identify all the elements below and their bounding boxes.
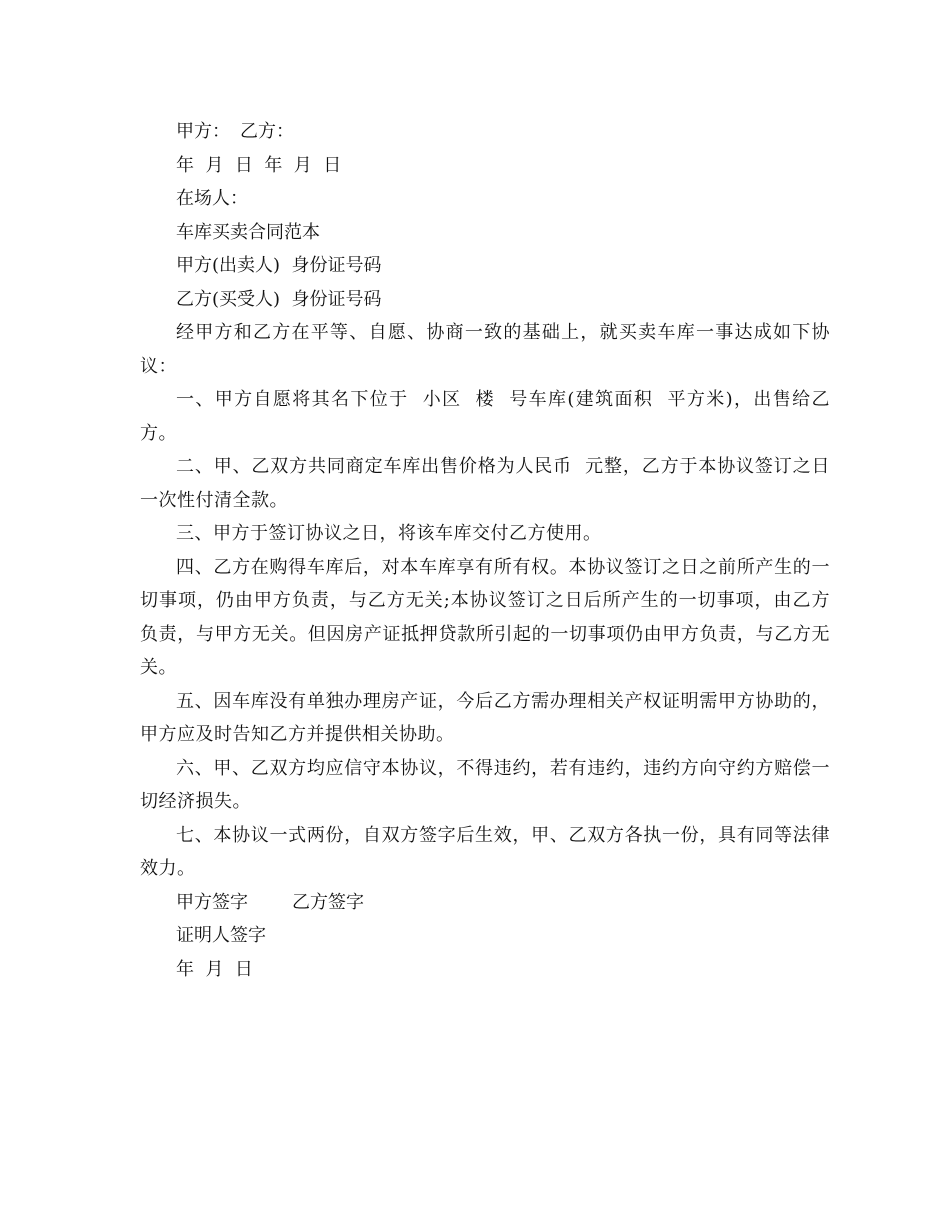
- party-a-signature-label: 甲方签字: [176, 891, 248, 913]
- contract-body: [140, 115, 830, 986]
- clause-6: 六、甲、乙双方均应信守本协议，不得违约，若有违约，违约方向守约方赔偿一切经济损失。: [140, 757, 830, 812]
- intro-paragraph: 经甲方和乙方在平等、自愿、协商一致的基础上，就买卖车库一事达成如下协议：: [140, 322, 830, 377]
- clause-2: 二、甲、乙双方共同商定车库出售价格为人民币 元整，乙方于本协议签订之日一次性付清全款。: [140, 456, 830, 511]
- party-b-signature-label: 乙方签字: [292, 891, 364, 913]
- party-a-label: 甲方：: [176, 121, 230, 142]
- party-b-label: 乙方：: [240, 121, 294, 142]
- witness-label: 在场人：: [176, 188, 248, 209]
- document-title: 车库买卖合同范本: [176, 221, 320, 243]
- seller-id-line: 甲方(出卖人) 身份证号码: [176, 255, 382, 276]
- clause-1: 一、甲方自愿将其名下位于 小区 楼 号车库(建筑面积 平方米)，出售给乙方。: [140, 389, 830, 444]
- clause-7: 七、本协议一式两份，自双方签字后生效，甲、乙双方各执一份，具有同等法律效力。: [140, 824, 830, 879]
- clause-5: 五、因车库没有单独办理房产证，今后乙方需办理相关产权证明需甲方协助的，甲方应及时告知乙方并提供相关协助。: [140, 690, 830, 745]
- signature-date-line: 年 月 日: [176, 958, 253, 980]
- clause-3: 三、甲方于签订协议之日，将该车库交付乙方使用。: [176, 523, 602, 544]
- header-parties-line: [140, 115, 830, 149]
- signature-line: [140, 886, 830, 920]
- header-date-line: 年 月 日 年 月 日: [176, 154, 342, 176]
- witness-signature-label: 证明人签字: [176, 925, 266, 946]
- clause-4: 四、乙方在购得车库后，对本车库享有所有权。本协议签订之日之前所产生的一切事项，仍由甲方负责，与乙方无关;本协议签订之日后所产生的一切事项，由乙方负责，与甲方无关。但因房产证抵押贷款所引起的一切事项仍由甲方负责，与乙方无关。: [140, 556, 830, 678]
- buyer-id-line: 乙方(买受人) 身份证号码: [176, 288, 382, 310]
